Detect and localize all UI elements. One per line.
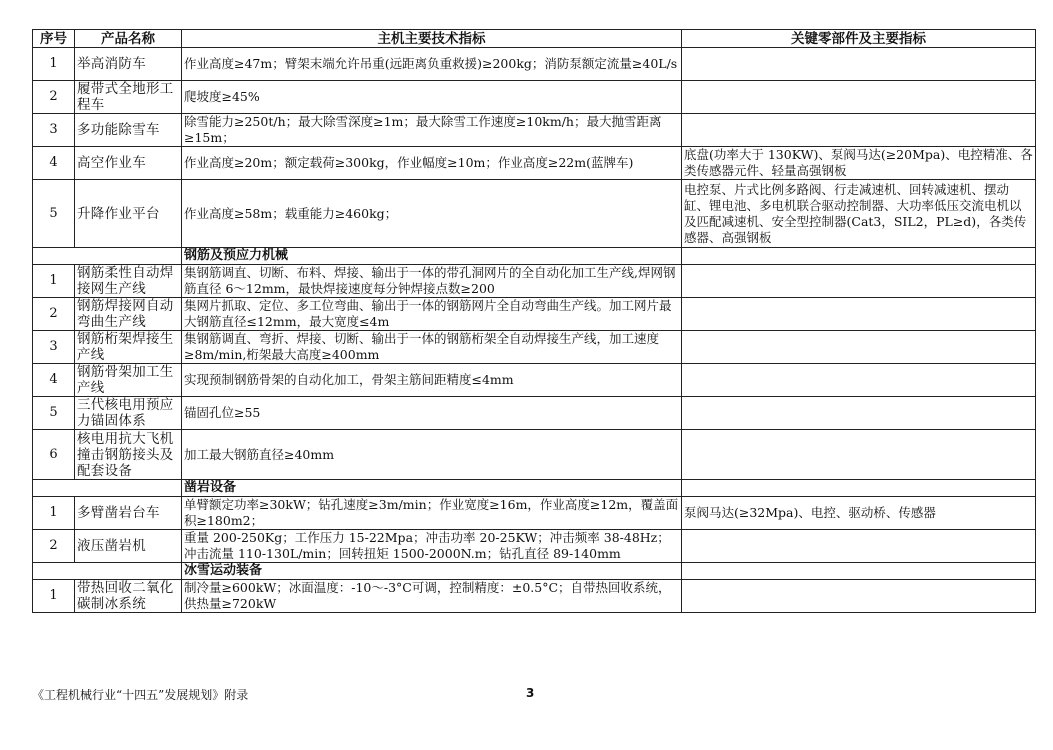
row-number: 1 [33,48,75,81]
table-row [33,81,1036,114]
product-name: 钢筋柔性自动焊接网生产线 [75,265,182,298]
main-spec: 爬坡度≥45% [182,81,682,114]
product-name: 带热回收二氧化碳制冰系统 [75,580,182,613]
key-parts: 泵阀马达(≥32Mpa)、电控、驱动桥、传感器 [682,497,1036,530]
main-spec: 重量 200-250Kg；工作压力 15-22Mpa；冲击功率 20-25KW；冲击频率 38-48Hz；冲击流量 110-130L/min；回转扭矩 1500-2000N.m；钻孔直径 89-140mm [182,530,682,563]
key-parts: 电控泵、片式比例多路阀、行走减速机、回转减速机、摆动缸、锂电池、多电机联合驱动控制器、大功率低压交流电机以及匹配减速机、安全型控制器(Cat3，SIL2，PL≥d)，各类传感器、高强钢板 [682,180,1036,248]
key-parts: 底盘(功率大于 130KW)、泵阀马达(≥20Mpa)、电控精准、各类传感器元件、轻量高强钢板 [682,147,1036,180]
product-name: 三代核电用预应力锚固体系 [75,397,182,430]
table-row [33,497,1036,530]
product-name: 钢筋骨架加工生产线 [75,364,182,397]
main-spec: 锚固孔位≥55 [182,397,682,430]
key-parts [682,48,1036,81]
table-row [33,180,1036,248]
product-name: 钢筋焊接网自动弯曲生产线 [75,298,182,331]
spec-table [32,29,1036,613]
product-name: 液压凿岩机 [75,530,182,563]
section-title: 凿岩设备 [182,480,682,497]
header-name: 产品名称 [75,30,182,48]
table-row [33,48,1036,81]
row-number: 6 [33,430,75,480]
row-number: 1 [33,580,75,613]
product-name: 举高消防车 [75,48,182,81]
table-row [33,331,1036,364]
footer-title: 《工程机械行业“十四五”发展规划》附录 [32,688,249,702]
page-number: 3 [526,686,535,700]
table-row [33,298,1036,331]
section-header-row [33,248,1036,265]
section-header-row [33,563,1036,580]
main-spec: 集钢筋调直、弯折、焊接、切断、输出于一体的钢筋桁架全自动焊接生产线，加工速度≥8m/min,桁架最大高度≥400mm [182,331,682,364]
main-spec: 实现预制钢筋骨架的自动化加工，骨架主筋间距精度≤4mm [182,364,682,397]
header-row [33,30,1036,48]
main-spec: 作业高度≥20m；额定载荷≥300kg，作业幅度≥10m；作业高度≥22m(蓝牌车) [182,147,682,180]
table-row [33,580,1036,613]
table-row [33,114,1036,147]
key-parts [682,397,1036,430]
section-blank [33,480,182,497]
section-title: 冰雪运动装备 [182,563,682,580]
product-name: 高空作业车 [75,147,182,180]
key-parts [682,530,1036,563]
table-row [33,265,1036,298]
row-number: 1 [33,265,75,298]
header-no: 序号 [33,30,75,48]
table-row [33,147,1036,180]
row-number: 2 [33,530,75,563]
main-spec: 单臂额定功率≥30kW；钻孔速度≥3m/min；作业宽度≥16m，作业高度≥12m，覆盖面积≥180m2； [182,497,682,530]
product-name: 钢筋桁架焊接生产线 [75,331,182,364]
row-number: 3 [33,331,75,364]
key-parts [682,114,1036,147]
section-title: 钢筋及预应力机械 [182,248,682,265]
section-blank [682,563,1036,580]
main-spec: 作业高度≥58m；载重能力≥460kg； [182,180,682,248]
row-number: 1 [33,497,75,530]
row-number: 2 [33,298,75,331]
header-spec: 主机主要技术指标 [182,30,682,48]
table-row [33,364,1036,397]
section-blank [33,248,182,265]
key-parts [682,331,1036,364]
main-spec: 除雪能力≥250t/h；最大除雪深度≥1m；最大除雪工作速度≥10km/h；最大抛雪距离≥15m； [182,114,682,147]
row-number: 5 [33,397,75,430]
main-spec: 集钢筋调直、切断、布料、焊接、输出于一体的带孔洞网片的全自动化加工生产线,焊网钢筋直径 6～12mm，最快焊接速度每分钟焊接点数≥200 [182,265,682,298]
main-spec: 加工最大钢筋直径≥40mm [182,430,682,480]
product-name: 多功能除雪车 [75,114,182,147]
row-number: 4 [33,147,75,180]
key-parts [682,298,1036,331]
main-spec: 集网片抓取、定位、多工位弯曲、输出于一体的钢筋网片全自动弯曲生产线。加工网片最大钢筋直径≤12mm，最大宽度≤4m [182,298,682,331]
key-parts [682,580,1036,613]
product-name: 多臂凿岩台车 [75,497,182,530]
key-parts [682,430,1036,480]
table-row [33,397,1036,430]
section-blank [682,248,1036,265]
section-blank [682,480,1036,497]
section-header-row [33,480,1036,497]
table-row [33,430,1036,480]
row-number: 2 [33,81,75,114]
key-parts [682,81,1036,114]
row-number: 5 [33,180,75,248]
product-name: 核电用抗大飞机撞击钢筋接头及配套设备 [75,430,182,480]
header-parts: 关键零部件及主要指标 [682,30,1036,48]
key-parts [682,364,1036,397]
row-number: 3 [33,114,75,147]
main-spec: 制冷量≥600kW；冰面温度：-10～-3°C可调，控制精度：±0.5°C；自带热回收系统，供热量≥720kW [182,580,682,613]
row-number: 4 [33,364,75,397]
product-name: 升降作业平台 [75,180,182,248]
section-blank [33,563,182,580]
product-name: 履带式全地形工程车 [75,81,182,114]
main-spec: 作业高度≥47m；臂架末端允许吊重(远距离负重救援)≥200kg；消防泵额定流量≥40L/s [182,48,682,81]
key-parts [682,265,1036,298]
table-row [33,530,1036,563]
